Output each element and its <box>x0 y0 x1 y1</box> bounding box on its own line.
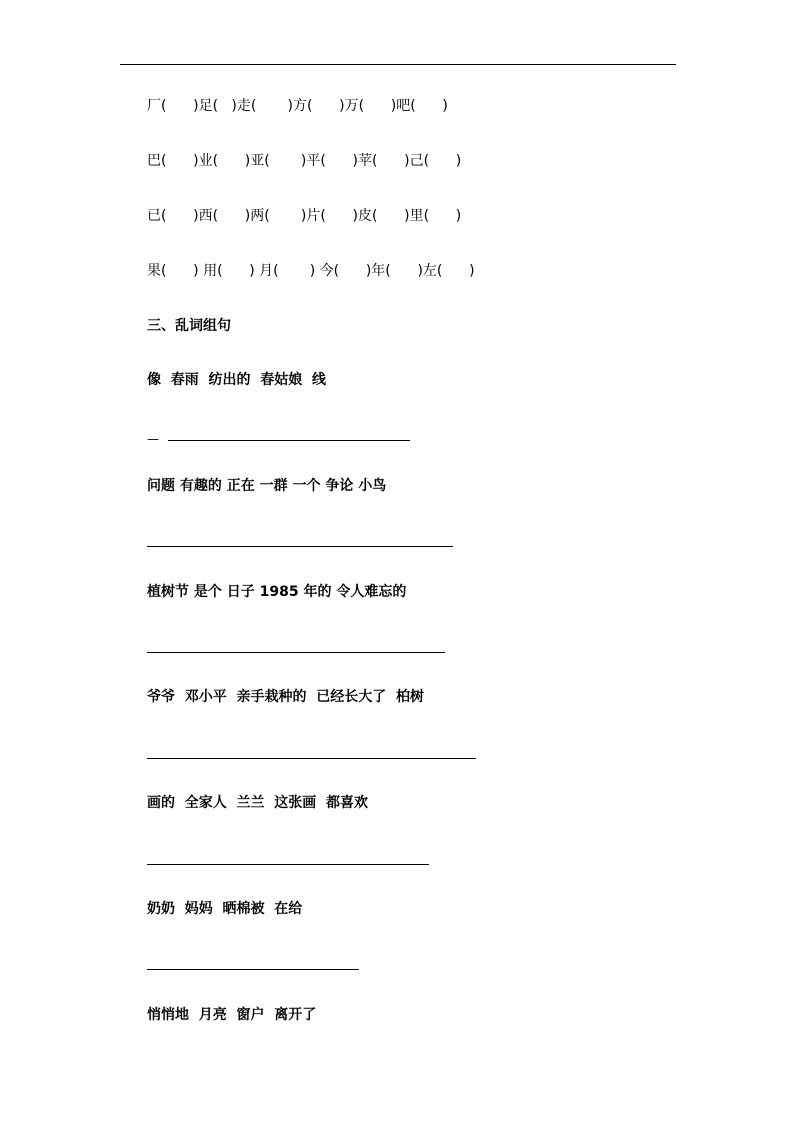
page-header-rule <box>120 64 676 65</box>
scrambled-sentence-5: 画的 全家人 兰兰 这张画 都喜欢 <box>147 795 368 811</box>
scrambled-sentence-4: 爷爷 邓小平 亲手栽种的 已经长大了 柏树 <box>147 689 424 705</box>
answer-line-1[interactable] <box>168 440 410 441</box>
answer-prefix-1: — <box>147 432 163 446</box>
fill-row-4: 果( ) 用( ) 月( ) 今( )年( )左( ) <box>147 263 475 279</box>
answer-line-2[interactable] <box>147 546 453 547</box>
answer-line-6[interactable] <box>147 969 359 970</box>
scrambled-sentence-2: 问题 有趣的 正在 一群 一个 争论 小鸟 <box>147 478 387 494</box>
answer-line-4[interactable] <box>147 758 476 759</box>
fill-row-2: 巴( )业( )亚( )平( )苹( )己( ) <box>147 153 462 169</box>
scrambled-sentence-3: 植树节 是个 日子 1985 年的 令人难忘的 <box>147 584 407 600</box>
scrambled-sentence-1: 像 春雨 纺出的 春姑娘 线 <box>147 372 326 388</box>
scrambled-sentence-7: 悄悄地 月亮 窗户 离开了 <box>147 1007 317 1023</box>
fill-row-1: 厂( )足( )走( )方( )万( )吧( ) <box>147 98 448 114</box>
answer-line-3[interactable] <box>147 652 445 653</box>
scrambled-sentence-6: 奶奶 妈妈 晒棉被 在给 <box>147 901 303 917</box>
answer-line-5[interactable] <box>147 864 429 865</box>
fill-row-3: 已( )西( )两( )片( )皮( )里( ) <box>147 208 462 224</box>
section-title: 三、乱词组句 <box>147 318 231 334</box>
